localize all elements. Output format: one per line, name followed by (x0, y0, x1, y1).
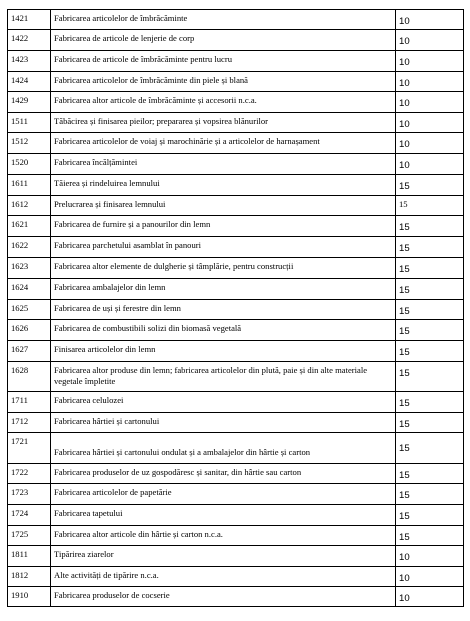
activity-value-cell: 10 (396, 567, 464, 587)
table-row (8, 72, 464, 92)
activity-code-cell: 1520 (8, 154, 51, 175)
activity-code-cell: 1512 (8, 133, 51, 154)
table-row (8, 526, 464, 546)
table-row (8, 258, 464, 279)
activity-value-cell: 10 (396, 51, 464, 72)
activity-description-cell: Fabricarea ambalajelor din lemn (51, 279, 396, 300)
activity-value-cell: 10 (396, 72, 464, 92)
table-row (8, 341, 464, 362)
activity-description-cell: Fabricarea altor articole de îmbrăcăminte și accesorii n.c.a. (51, 92, 396, 113)
activity-value-cell: 15 (396, 433, 464, 464)
activity-code-cell: 1711 (8, 392, 51, 413)
activity-value-cell: 10 (396, 546, 464, 567)
activity-code-cell: 1624 (8, 279, 51, 300)
table-row (8, 484, 464, 505)
activity-value-cell: 15 (396, 237, 464, 258)
table-row (8, 154, 464, 175)
table-row (8, 196, 464, 216)
activity-code-cell: 1621 (8, 216, 51, 237)
activity-code-cell: 1626 (8, 320, 51, 341)
activity-code-cell: 1611 (8, 175, 51, 196)
activity-description-cell: Fabricarea articolelor de îmbrăcăminte din piele și blană (51, 72, 396, 92)
activity-value-cell: 15 (396, 320, 464, 341)
activity-description-cell: Fabricarea de uși și ferestre din lemn (51, 300, 396, 320)
activity-code-cell: 1628 (8, 362, 51, 392)
activity-value-cell: 10 (396, 30, 464, 51)
activity-value-cell: 10 (396, 133, 464, 154)
table-body (8, 10, 464, 607)
activity-description-cell: Fabricarea altor articole din hârtie și carton n.c.a. (51, 526, 396, 546)
activity-code-cell: 1725 (8, 526, 51, 546)
table-row (8, 587, 464, 607)
table-row (8, 279, 464, 300)
activity-description-cell: Tipărirea ziarelor (51, 546, 396, 567)
activity-code-cell: 1724 (8, 505, 51, 526)
activity-code-cell: 1811 (8, 546, 51, 567)
activity-description-cell: Tăbăcirea și finisarea pieilor; prepararea și vopsirea blănurilor (51, 113, 396, 133)
activity-description-cell: Fabricarea parchetului asamblat în panouri (51, 237, 396, 258)
activity-code-table (7, 9, 464, 607)
activity-value-cell: 15 (396, 258, 464, 279)
activity-code-cell: 1423 (8, 51, 51, 72)
activity-value-cell: 15 (396, 279, 464, 300)
table-row (8, 175, 464, 196)
activity-value-cell: 15 (396, 484, 464, 505)
table-row (8, 300, 464, 320)
activity-value-cell: 15 (396, 175, 464, 196)
activity-description-cell: Tăierea și rindeluirea lemnului (51, 175, 396, 196)
table-row (8, 505, 464, 526)
activity-description-cell: Fabricarea de articole de îmbrăcăminte pentru lucru (51, 51, 396, 72)
activity-code-cell: 1721 (8, 433, 51, 464)
table-row (8, 133, 464, 154)
activity-value-cell: 10 (396, 154, 464, 175)
activity-description-cell: Fabricarea de combustibili solizi din biomasă vegetală (51, 320, 396, 341)
activity-value-cell: 15 (396, 413, 464, 433)
activity-code-cell: 1612 (8, 196, 51, 216)
activity-code-cell: 1622 (8, 237, 51, 258)
table-row (8, 92, 464, 113)
table-row (8, 51, 464, 72)
activity-value-cell: 10 (396, 10, 464, 30)
activity-code-cell: 1623 (8, 258, 51, 279)
activity-code-cell: 1511 (8, 113, 51, 133)
activity-value-cell: 15 (396, 300, 464, 320)
table-row (8, 362, 464, 392)
table-row (8, 10, 464, 30)
table-row (8, 30, 464, 51)
activity-value-cell: 15 (396, 341, 464, 362)
activity-value-cell: 15 (396, 526, 464, 546)
activity-description-cell: Fabricarea celulozei (51, 392, 396, 413)
activity-description-cell: Fabricarea articolelor de voiaj și marochinărie și a articolelor de harnașament (51, 133, 396, 154)
activity-value-cell: 15 (396, 505, 464, 526)
table-row (8, 216, 464, 237)
table-row (8, 546, 464, 567)
activity-description-cell: Finisarea articolelor din lemn (51, 341, 396, 362)
activity-code-cell: 1422 (8, 30, 51, 51)
activity-value-cell: 15 (396, 392, 464, 413)
activity-description-cell: Prelucrarea și finisarea lemnului (51, 196, 396, 216)
activity-code-cell: 1429 (8, 92, 51, 113)
table-row (8, 567, 464, 587)
table-row (8, 320, 464, 341)
activity-code-cell: 1722 (8, 464, 51, 484)
table-row (8, 413, 464, 433)
activity-code-cell: 1812 (8, 567, 51, 587)
activity-description-cell: Alte activități de tipărire n.c.a. (51, 567, 396, 587)
activity-code-cell: 1627 (8, 341, 51, 362)
table-row (8, 433, 464, 464)
activity-value-cell: 15 (396, 362, 464, 392)
activity-code-cell: 1625 (8, 300, 51, 320)
activity-code-cell: 1910 (8, 587, 51, 607)
table-row (8, 464, 464, 484)
activity-value-cell: 15 (396, 464, 464, 484)
activity-value-cell: 10 (396, 113, 464, 133)
activity-description-cell: Fabricarea tapetului (51, 505, 396, 526)
activity-description-cell: Fabricarea de articole de lenjerie de corp (51, 30, 396, 51)
activity-code-cell: 1712 (8, 413, 51, 433)
activity-code-cell: 1723 (8, 484, 51, 505)
activity-description-cell: Fabricarea hârtiei și cartonului ondulat și a ambalajelor din hârtie și carton (51, 433, 396, 464)
table-row (8, 392, 464, 413)
activity-description-cell: Fabricarea hârtiei și cartonului (51, 413, 396, 433)
table-row (8, 237, 464, 258)
activity-description-cell: Fabricarea produselor de uz gospodăresc și sanitar, din hârtie sau carton (51, 464, 396, 484)
activity-description-cell: Fabricarea încălțămintei (51, 154, 396, 175)
activity-description-cell: Fabricarea articolelor de papetărie (51, 484, 396, 505)
activity-description-cell: Fabricarea altor elemente de dulgherie și tâmplărie, pentru construcții (51, 258, 396, 279)
activity-value-cell: 10 (396, 587, 464, 607)
activity-description-cell: Fabricarea articolelor de îmbrăcăminte (51, 10, 396, 30)
activity-code-cell: 1424 (8, 72, 51, 92)
activity-value-cell: 10 (396, 92, 464, 113)
activity-value-cell: 15 (396, 216, 464, 237)
activity-description-cell: Fabricarea altor produse din lemn; fabricarea articolelor din plută, paie și din alte materiale vegetale împletite (51, 362, 396, 392)
table-row (8, 113, 464, 133)
activity-description-cell: Fabricarea de furnire și a panourilor din lemn (51, 216, 396, 237)
activity-code-cell: 1421 (8, 10, 51, 30)
activity-value-cell: 15 (396, 196, 464, 216)
activity-description-cell: Fabricarea produselor de cocserie (51, 587, 396, 607)
